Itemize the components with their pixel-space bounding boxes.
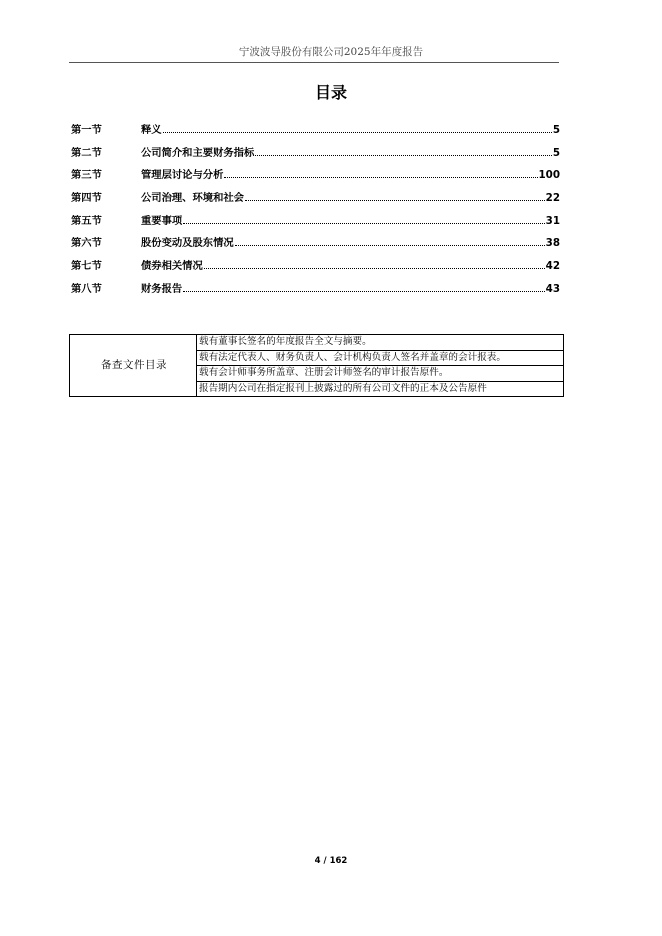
toc-section-number: 第一节 [71, 124, 102, 136]
toc-section-name: 财务报告 [141, 282, 183, 295]
dot-leader [245, 199, 545, 201]
toc-page-number: 5 [552, 146, 560, 159]
toc-page-number: 43 [545, 282, 560, 295]
reference-document-item: 载有法定代表人、财务负责人、会计机构负责人签名并盖章的会计报表。 [197, 350, 564, 366]
reference-document-item: 载有董事长签名的年度报告全文与摘要。 [197, 335, 564, 351]
toc-page-number: 100 [538, 169, 560, 182]
reference-documents-label: 备查文件目录 [70, 335, 197, 397]
dot-leader [235, 244, 545, 246]
running-header: 宁波波导股份有限公司2025年年度报告 [238, 46, 424, 58]
toc-title: 目录 [314, 83, 347, 102]
toc-section-number: 第八节 [71, 282, 102, 295]
dot-leader [224, 176, 537, 178]
toc-section-number: 第四节 [71, 192, 102, 205]
dot-leader [255, 154, 552, 156]
toc-page-number: 38 [545, 237, 560, 250]
dot-leader [204, 267, 545, 269]
toc-entry[interactable] [71, 144, 560, 167]
toc-section-number: 第二节 [71, 146, 102, 159]
page-number: 4 / 162 [314, 856, 348, 866]
toc-section-name: 重要事项 [141, 214, 183, 227]
toc-entry[interactable] [71, 121, 560, 144]
dot-leader [183, 222, 544, 224]
toc-section-number: 第三节 [71, 169, 102, 182]
toc-page-number: 31 [545, 214, 560, 227]
toc-entry[interactable] [71, 234, 560, 257]
toc-entry[interactable] [71, 257, 560, 280]
toc-page-number: 42 [545, 260, 560, 273]
toc-section-number: 第六节 [71, 237, 102, 250]
toc-section-number: 第七节 [71, 260, 102, 273]
toc-entry[interactable] [71, 212, 560, 235]
toc-section-name: 公司简介和主要财务指标 [141, 146, 255, 159]
reference-document-item: 载有会计师事务所盖章、注册会计师签名的审计报告原件。 [197, 366, 564, 382]
dot-leader [183, 290, 544, 292]
toc-entry[interactable] [71, 280, 560, 303]
toc-entry[interactable] [71, 166, 560, 189]
toc-section-name: 股份变动及股东情况 [141, 237, 234, 250]
reference-documents-table [69, 334, 564, 397]
toc-section-name: 债券相关情况 [141, 260, 203, 273]
toc-page-number: 5 [552, 124, 560, 136]
toc-entry[interactable] [71, 189, 560, 212]
toc-page-number: 22 [545, 192, 560, 205]
table-of-contents [71, 121, 560, 303]
toc-section-name: 管理层讨论与分析 [141, 169, 224, 182]
table-row [70, 335, 564, 351]
reference-document-item: 报告期内公司在指定报刊上披露过的所有公司文件的正本及公告原件 [197, 381, 564, 397]
toc-section-name: 释义 [141, 124, 162, 136]
dot-leader [163, 131, 552, 133]
toc-section-name: 公司治理、环境和社会 [141, 192, 244, 205]
toc-section-number: 第五节 [71, 214, 102, 227]
header-divider [69, 62, 559, 63]
